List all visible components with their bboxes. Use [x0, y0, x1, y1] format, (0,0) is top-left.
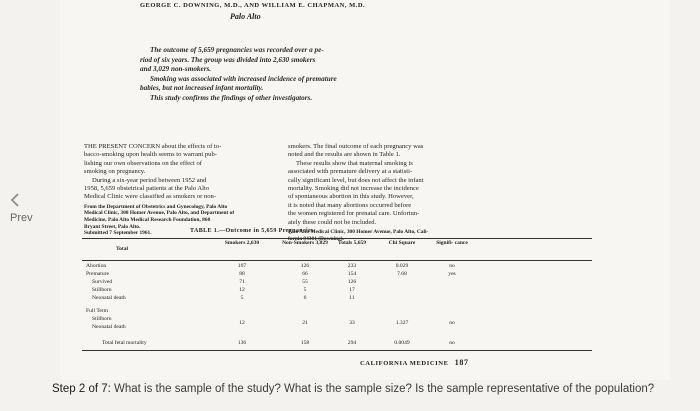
row-label: Total fetal mortality: [102, 340, 147, 346]
abstract-line: riod of six years. The group was divided into 2,630 smokers: [140, 55, 316, 64]
cell: 12: [239, 320, 245, 326]
footnote-line: Medicine, Palo Alto Medical Research Foundation, 860: [84, 217, 211, 224]
cell: 5: [240, 295, 244, 301]
cell: 107: [237, 263, 247, 269]
text-line: 1958, 5,659 obstetrical patients at the Palo Alto: [84, 185, 210, 193]
row-label: Neonatal death: [92, 324, 126, 330]
row-label: Survived: [92, 279, 113, 285]
cell: 11: [349, 295, 355, 301]
cell: 88: [239, 271, 245, 277]
abstract: [140, 46, 440, 103]
text-line: smoking on pregnancy.: [84, 168, 146, 176]
text-line: cally significant level, but does not affect the infant: [288, 176, 424, 184]
table-row: [82, 271, 592, 279]
cell: 71: [239, 279, 245, 285]
table-header: Total: [115, 246, 129, 252]
table-row: [82, 340, 592, 348]
authors: GEORGE C. DOWNING, M.D., AND WILLIAM E. CHAPMAN, M.D.: [140, 2, 366, 9]
table-header: Totals 5,659: [338, 240, 366, 246]
place: Palo Alto: [230, 12, 261, 21]
text-line: it is noted that many abortions occurred before: [288, 201, 412, 209]
text-line: associated with premature delivery at a statisti-: [288, 168, 413, 176]
table-rule: [82, 238, 592, 239]
footnote-line: Submitted 7 September 1961.: [84, 230, 152, 237]
cell: 294: [347, 340, 357, 346]
cell: 126: [300, 263, 310, 269]
table-rule: [82, 260, 592, 261]
footnote-line: Palo Alto Medical Clinic, 300 Homer Avenue, Palo Alto, Cali-: [288, 229, 429, 236]
text-line: of spontaneous abortion in this study. However,: [288, 193, 414, 201]
cell: no: [449, 320, 455, 326]
cell: no: [449, 340, 455, 346]
text-line: These results show that maternal smoking is: [296, 159, 413, 167]
footnote-line: Medical Clinic, 300 Homer Avenue, Palo Alto, and Department of: [84, 210, 235, 217]
cell: 12: [239, 287, 245, 293]
abstract-line: and 3,029 non-smokers.: [140, 65, 212, 73]
cell: 17: [349, 287, 355, 293]
cell: 233: [347, 263, 357, 269]
cell: 136: [237, 340, 247, 346]
table-rule: [82, 350, 592, 351]
text-line: Medical Clinic were classified as smokers or non-: [84, 193, 217, 201]
text-line: bacco-smoking upon health seems to warrant pub-: [84, 151, 217, 159]
table-header: Smokers 2,630: [224, 240, 260, 246]
table-header: Signifi- cance: [436, 240, 468, 246]
cell: yes: [448, 271, 456, 277]
text-line: ately these could not be included.: [288, 218, 377, 226]
table-row: [82, 308, 592, 316]
cell: no: [449, 263, 455, 269]
abstract-line: Smoking was associated with increased incidence of premature: [150, 74, 337, 83]
text-line: During a six-year period between 1952 and: [92, 176, 207, 184]
cell: 66: [302, 271, 308, 277]
text-line: THE PRESENT CONCERN about the effects of to-: [84, 143, 222, 150]
document-page: [60, 0, 670, 380]
journal-name: CALIFORNIA MEDICINE: [360, 360, 449, 367]
right-column: [288, 143, 473, 242]
text-line: lishing our own observations on the effect of: [84, 159, 202, 167]
row-label: Abortion: [86, 263, 107, 269]
table-row: [82, 279, 592, 287]
table-row: [82, 287, 592, 295]
table-row: [82, 295, 592, 303]
row-label: Stillborn: [92, 287, 112, 293]
row-label: Premature: [86, 271, 109, 277]
table-header: Non-Smokers 3,029: [282, 240, 328, 246]
cell: 0.029: [395, 263, 409, 269]
footnote-line: Bryant Street, Palo Alto.: [84, 223, 141, 230]
table-header: Chi Square: [388, 240, 416, 246]
cell: 158: [300, 340, 310, 346]
cell: 126: [347, 279, 357, 285]
cell: 0.0049: [394, 340, 410, 346]
cell: 154: [347, 271, 357, 277]
question-text: [52, 383, 654, 395]
text-line: noted and the results are shown in Table 1.: [288, 151, 401, 159]
prev-button[interactable]: Prev: [10, 212, 33, 224]
abstract-line: babies, but not increased infant mortality.: [140, 84, 264, 92]
cell: 55: [302, 279, 308, 285]
cell: 33: [349, 320, 355, 326]
cell: 7.68: [397, 271, 407, 277]
abstract-line: The outcome of 5,659 pregnancies was recorded over a pe-: [150, 46, 324, 54]
step-label: Step 2 of 7:: [52, 383, 111, 395]
table-title: TABLE 1.—Outcome in 5,659 Pregnancies: [190, 228, 314, 234]
cell: 1.327: [395, 320, 409, 326]
left-column: [84, 143, 269, 237]
row-label: Full Term: [86, 308, 109, 314]
page-number: 187: [454, 358, 469, 367]
page-footer: [360, 358, 469, 367]
cell: 21: [302, 320, 308, 326]
question-body: What is the sample of the study? What is the sample size? Is the sample representative of the population?: [110, 383, 655, 395]
row-label: Stillborn: [92, 316, 112, 322]
text-line: the women registered for prenatal care. Unfortun-: [288, 210, 420, 218]
table-row: [82, 263, 592, 271]
text-line: smokers. The final outcome of each pregnancy was: [288, 143, 424, 150]
footnote-line: From the Department of Obstetrics and Gynecology, Palo Alto: [84, 203, 228, 210]
cell: 6: [303, 295, 307, 301]
text-line: mortality. Smoking did not increase the incidence: [288, 185, 419, 193]
row-label: Neonatal death: [92, 295, 126, 301]
table-row: [82, 320, 592, 332]
abstract-line: This study confirms the findings of other investigators.: [150, 93, 313, 102]
cell: 5: [303, 287, 307, 293]
